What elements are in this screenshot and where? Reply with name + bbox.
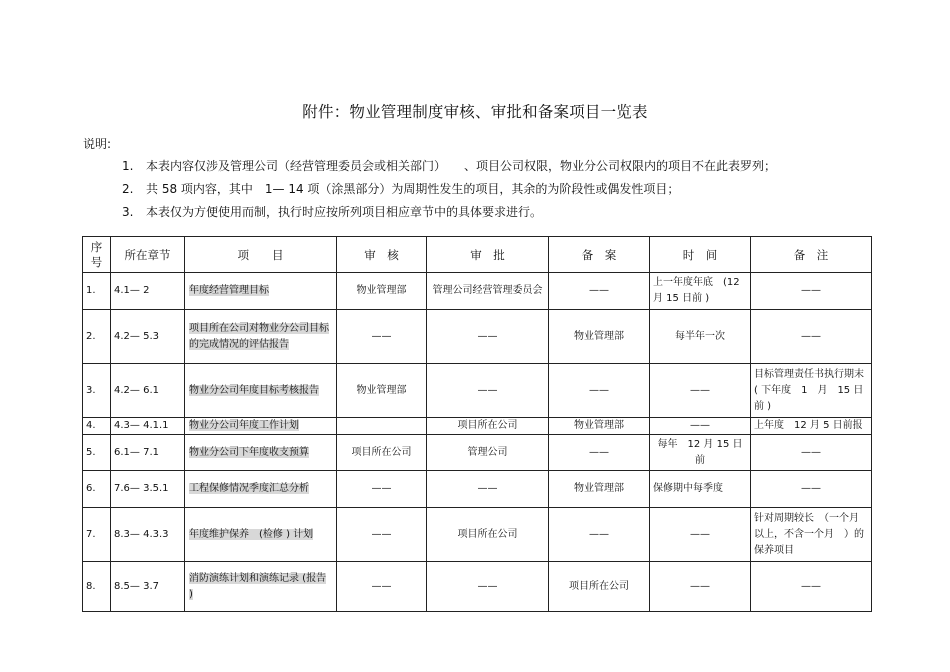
cell-record: —— <box>549 273 650 310</box>
description-label: 说明: <box>83 137 112 151</box>
cell-approve: 项目所在公司 <box>427 508 549 562</box>
cell-approve: —— <box>427 310 549 364</box>
cell-review: 物业管理部 <box>337 273 427 310</box>
cell-remark: —— <box>751 310 872 364</box>
cell-review <box>337 418 427 435</box>
item-text: 物业分公司年度目标考核报告 <box>189 384 319 396</box>
cell-remark: 目标管理责任书执行期末 ( 下年度 1 月 15 日前 ) <box>751 364 872 418</box>
cell-record: 物业管理部 <box>549 471 650 508</box>
header-remark: 备 注 <box>751 237 872 273</box>
item-text: 物业分公司下年度收支预算 <box>189 446 309 458</box>
note-item <box>122 180 679 197</box>
table-row <box>83 471 872 508</box>
cell-seq: 7. <box>83 508 111 562</box>
note-number: 3. <box>122 205 134 219</box>
cell-chapter: 8.3— 4.3.3 <box>111 508 185 562</box>
cell-time: —— <box>650 364 751 418</box>
cell-chapter: 4.3— 4.1.1 <box>111 418 185 435</box>
cell-seq: 5. <box>83 435 111 471</box>
cell-chapter: 4.2— 5.3 <box>111 310 185 364</box>
cell-time: 上一年度年底 (12 月 15 日前 ) <box>650 273 751 310</box>
cell-seq: 4. <box>83 418 111 435</box>
note-item <box>122 203 542 220</box>
cell-approve: 项目所在公司 <box>427 418 549 435</box>
cell-chapter: 7.6— 3.5.1 <box>111 471 185 508</box>
table-row <box>83 562 872 612</box>
cell-record: —— <box>549 508 650 562</box>
cell-approve: —— <box>427 364 549 418</box>
cell-review: —— <box>337 508 427 562</box>
cell-item <box>185 273 337 310</box>
cell-seq: 2. <box>83 310 111 364</box>
cell-approve: —— <box>427 471 549 508</box>
cell-remark: —— <box>751 562 872 612</box>
header-time: 时 间 <box>650 237 751 273</box>
cell-review: —— <box>337 471 427 508</box>
note-number: 1. <box>122 159 134 173</box>
cell-chapter: 4.2— 6.1 <box>111 364 185 418</box>
header-seq: 序 号 <box>83 237 111 273</box>
cell-item <box>185 418 337 435</box>
cell-seq: 3. <box>83 364 111 418</box>
cell-remark: —— <box>751 273 872 310</box>
cell-review: 项目所在公司 <box>337 435 427 471</box>
cell-item <box>185 508 337 562</box>
table-row <box>83 273 872 310</box>
cell-remark: 上年度 12 月 5 日前报 <box>751 418 872 435</box>
header-item: 项 目 <box>185 237 337 273</box>
cell-review: —— <box>337 562 427 612</box>
item-text: 年度经营管理目标 <box>189 285 269 296</box>
item-text: 消防演练计划和演练记录 (报告 ) <box>189 572 327 600</box>
cell-approve: —— <box>427 562 549 612</box>
item-text: 工程保修情况季度汇总分析 <box>189 483 309 494</box>
cell-record: —— <box>549 364 650 418</box>
cell-time: —— <box>650 562 751 612</box>
table-row <box>83 364 872 418</box>
cell-remark: —— <box>751 471 872 508</box>
cell-time: 每半年一次 <box>650 310 751 364</box>
header-record: 备 案 <box>549 237 650 273</box>
cell-review: 物业管理部 <box>337 364 427 418</box>
note-text: 共 58 项内容，其中 1— 14 项（涂黑部分）为周期性发生的项目，其余的为阶段性或偶发性项目； <box>146 182 680 196</box>
cell-item <box>185 310 337 364</box>
cell-time: —— <box>650 508 751 562</box>
cell-time: 每年 12 月 15 日前 <box>650 435 751 471</box>
cell-seq: 8. <box>83 562 111 612</box>
cell-chapter: 6.1— 7.1 <box>111 435 185 471</box>
item-text: 项目所在公司对物业分公司目标的完成情况的评估报告 <box>189 322 329 350</box>
cell-item <box>185 471 337 508</box>
table-row <box>83 435 872 471</box>
cell-item <box>185 435 337 471</box>
cell-remark: —— <box>751 435 872 471</box>
header-review: 审 核 <box>337 237 427 273</box>
table-header-row <box>83 237 872 273</box>
cell-time: 保修期中每季度 <box>650 471 751 508</box>
cell-approve: 管理公司经营管理委员会 <box>427 273 549 310</box>
cell-item <box>185 562 337 612</box>
cell-approve: 管理公司 <box>427 435 549 471</box>
cell-time: —— <box>650 418 751 435</box>
approval-items-table <box>82 236 872 612</box>
cell-seq: 6. <box>83 471 111 508</box>
table-row <box>83 418 872 435</box>
note-item <box>122 157 776 174</box>
cell-record: 项目所在公司 <box>549 562 650 612</box>
cell-item <box>185 364 337 418</box>
table-row <box>83 508 872 562</box>
note-text: 本表内容仅涉及管理公司（经营管理委员会或相关部门） 、项目公司权限，物业分公司权限内的项目不在此表罗列； <box>146 159 777 173</box>
page-title: 附件：物业管理制度审核、审批和备案项目一览表 <box>302 103 648 121</box>
cell-remark: 针对周期较长 （一个月以上，不含一个月 ）的保养项目 <box>751 508 872 562</box>
note-number: 2. <box>122 182 134 196</box>
note-text: 本表仅为方便使用而制，执行时应按所列项目相应章节中的具体要求进行。 <box>146 205 543 219</box>
header-approve: 审 批 <box>427 237 549 273</box>
item-text: 年度维护保养 (检修 ) 计划 <box>189 528 314 540</box>
item-text: 物业分公司年度工作计划 <box>189 420 299 431</box>
header-chapter: 所在章节 <box>111 237 185 273</box>
cell-review: —— <box>337 310 427 364</box>
cell-record: 物业管理部 <box>549 418 650 435</box>
cell-seq: 1. <box>83 273 111 310</box>
cell-chapter: 8.5— 3.7 <box>111 562 185 612</box>
table-row <box>83 310 872 364</box>
cell-record: 物业管理部 <box>549 310 650 364</box>
cell-record: —— <box>549 435 650 471</box>
cell-chapter: 4.1— 2 <box>111 273 185 310</box>
